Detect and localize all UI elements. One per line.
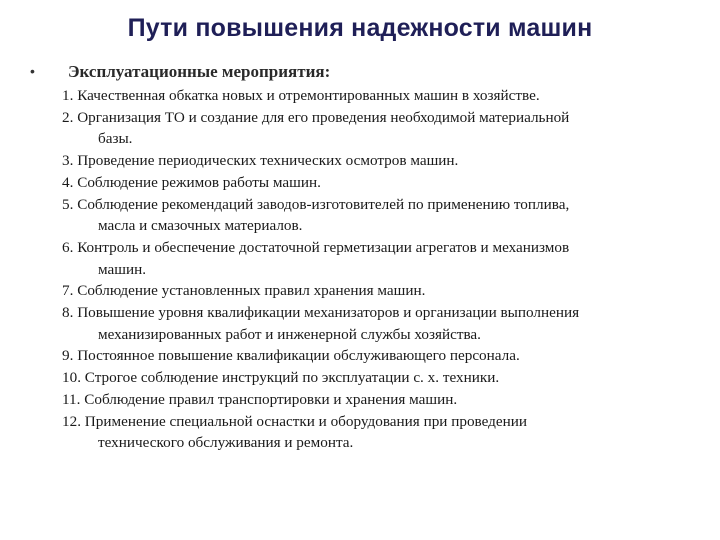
list-item-text: 3. Проведение периодических технических осмотров машин. [62, 152, 459, 170]
list-item-text: 5. Соблюдение рекомендаций заводов-изготовителей по применению топлива, [62, 195, 570, 213]
list-item-text: 6. Контроль и обеспечение достаточной герметизации агрегатов и механизмов [62, 238, 570, 256]
list-item-continuation: масла и смазочных материалов. [98, 217, 303, 235]
list-item-text: 1. Качественная обкатка новых и отремонтированных машин в хозяйстве. [62, 87, 540, 104]
list-item-text: 10. Строгое соблюдение инструкций по эксплуатации с. х. техники. [62, 369, 500, 387]
list-item-text: 11. Соблюдение правил транспортировки и хранения машин. [62, 390, 458, 408]
list-item [62, 150, 712, 172]
bullet-icon: • [30, 63, 35, 79]
list-item [62, 411, 712, 454]
list-item [62, 280, 712, 302]
list-item-text: 7. Соблюдение установленных правил хранения машин. [62, 282, 426, 300]
section-heading-row [30, 62, 710, 86]
list-item-continuation: механизированных работ и инженерной службы хозяйства. [98, 325, 481, 343]
list-item-text: 12. Применение специальной оснастки и оборудования при проведении [62, 412, 528, 430]
section-heading: Эксплуатационные мероприятия: [68, 62, 331, 81]
measures-list [62, 85, 712, 454]
list-item-text: 9. Постоянное повышение квалификации обслуживающего персонала. [62, 347, 520, 365]
list-item [62, 345, 712, 367]
list-item-continuation: технического обслуживания и ремонта. [98, 434, 354, 452]
list-item-text: 2. Организация ТО и создание для его проведения необходимой материальной [62, 108, 570, 126]
list-item-text: 8. Повышение уровня квалификации механизаторов и организации выполнения [62, 304, 580, 322]
list-item [62, 85, 712, 107]
list-item [62, 107, 712, 150]
list-item [62, 367, 712, 389]
list-item [62, 237, 712, 280]
list-item [62, 194, 712, 237]
list-item-continuation: базы. [98, 130, 133, 148]
list-item-continuation: машин. [98, 260, 146, 278]
slide-title: Пути повышения надежности машин [127, 14, 593, 42]
list-item [62, 389, 712, 411]
list-item-text: 4. Соблюдение режимов работы машин. [62, 173, 321, 191]
list-item [62, 172, 712, 194]
list-item [62, 302, 712, 345]
